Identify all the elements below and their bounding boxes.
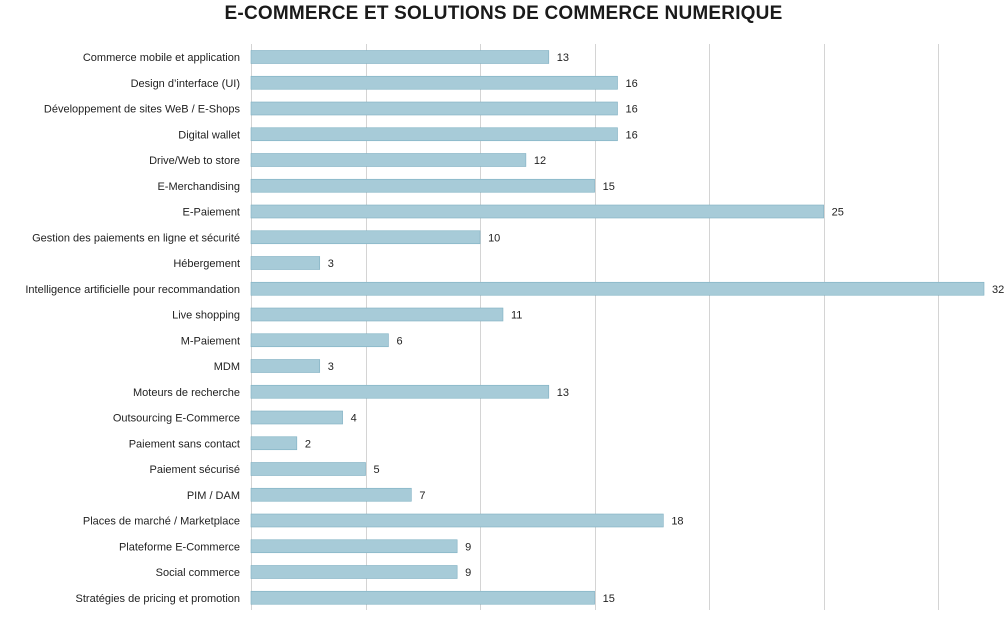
bar-19: [251, 540, 457, 553]
value-label-13: 13: [556, 386, 570, 399]
category-label-18: Places de marché / Marketplace: [82, 515, 240, 528]
bar-7: [251, 231, 480, 244]
category-label-8: Hébergement: [173, 258, 240, 270]
value-label-12: 3: [327, 361, 334, 373]
value-label-17: 7: [419, 489, 426, 502]
bar-18: [251, 514, 663, 527]
value-label-11: 6: [396, 335, 403, 348]
bar-12: [251, 360, 320, 373]
value-label-21: 15: [602, 592, 615, 605]
value-label-20: 9: [465, 567, 472, 579]
category-label-5: E-Merchandising: [157, 180, 240, 193]
category-label-20: Social commerce: [155, 567, 240, 579]
bar-6: [251, 205, 824, 218]
bar-21: [251, 591, 595, 604]
bar-10: [251, 308, 503, 321]
category-label-19: Plateforme E-Commerce: [118, 541, 240, 554]
bar-4: [251, 154, 526, 167]
category-label-10: Live shopping: [172, 309, 240, 322]
bar-3: [251, 128, 618, 141]
category-label-11: M-Paiement: [180, 335, 240, 348]
category-label-17: PIM / DAM: [186, 489, 240, 502]
category-label-16: Paiement sécurisé: [149, 464, 240, 476]
category-label-15: Paiement sans contact: [128, 438, 240, 451]
bar-2: [251, 102, 618, 115]
category-label-12: MDM: [213, 361, 240, 373]
value-label-7: 10: [488, 232, 501, 245]
value-label-14: 4: [350, 412, 357, 425]
value-label-2: 16: [625, 103, 638, 116]
bar-1: [251, 76, 618, 89]
category-label-4: Drive/Web to store: [149, 155, 240, 167]
value-label-15: 2: [304, 438, 311, 451]
category-label-2: Développement de sites WeB / E-Shops: [43, 103, 240, 116]
bar-15: [251, 437, 297, 450]
value-label-8: 3: [327, 258, 334, 270]
chart-title: E-COMMERCE ET SOLUTIONS DE COMMERCE NUMERIQUE: [224, 3, 783, 24]
category-label-1: Design d’interface (UI): [130, 77, 240, 90]
category-label-0: Commerce mobile et application: [82, 52, 240, 64]
category-label-6: E-Paiement: [182, 206, 240, 219]
category-label-13: Moteurs de recherche: [133, 386, 240, 399]
value-label-6: 25: [831, 206, 844, 219]
bar-5: [251, 179, 595, 192]
value-label-9: 32: [992, 283, 1005, 296]
value-label-0: 13: [556, 52, 570, 64]
category-label-3: Digital wallet: [178, 129, 240, 142]
bar-8: [251, 257, 320, 270]
bar-13: [251, 385, 549, 398]
value-label-4: 12: [533, 155, 547, 167]
bar-0: [251, 51, 549, 64]
category-label-7: Gestion des paiements en ligne et sécurité: [32, 232, 240, 245]
bar-17: [251, 488, 411, 501]
value-label-16: 5: [373, 464, 380, 476]
category-label-14: Outsourcing E-Commerce: [112, 412, 240, 425]
bar-9: [251, 282, 984, 295]
bar-14: [251, 411, 343, 424]
category-label-21: Stratégies de pricing et promotion: [75, 592, 240, 605]
value-label-10: 11: [510, 309, 523, 322]
bars: [251, 51, 984, 605]
value-label-1: 16: [625, 77, 638, 90]
bar-16: [251, 463, 366, 476]
bar-20: [251, 566, 457, 579]
value-label-18: 18: [671, 515, 684, 528]
category-labels: [25, 52, 240, 605]
value-label-5: 15: [602, 180, 615, 193]
value-label-3: 16: [625, 129, 638, 142]
value-label-19: 9: [465, 541, 472, 554]
bar-11: [251, 334, 388, 347]
category-label-9: Intelligence artificielle pour recommandation: [25, 283, 240, 296]
